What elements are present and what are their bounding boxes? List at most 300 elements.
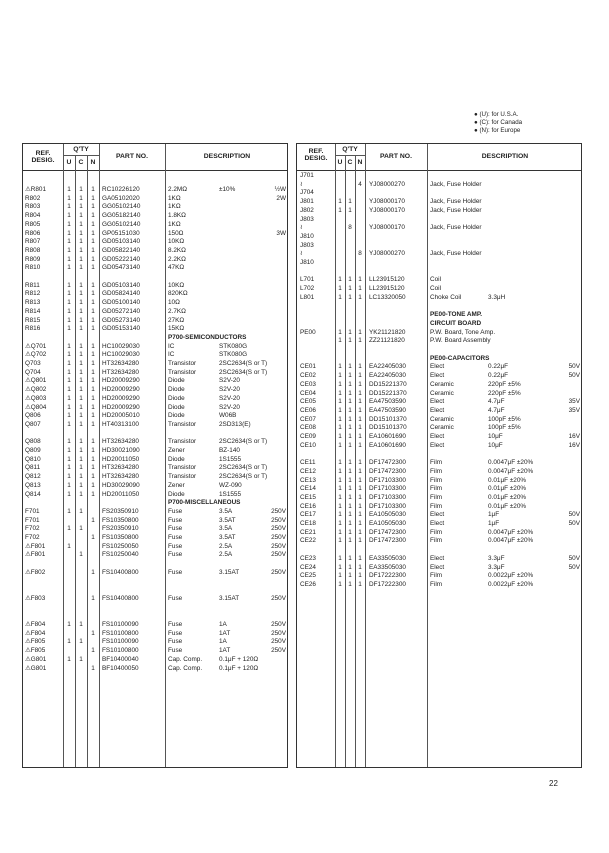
cell-d1: Coil bbox=[430, 285, 442, 293]
cell-part: DF17103300 bbox=[369, 485, 406, 493]
cell-ref: J704 bbox=[300, 189, 314, 197]
cell-ref: ⚠F804 bbox=[25, 621, 46, 628]
cell-n: 1 bbox=[358, 476, 362, 484]
cell-c: 1 bbox=[79, 438, 83, 446]
cell-u: 1 bbox=[67, 281, 71, 289]
cell-c: 1 bbox=[348, 511, 352, 519]
cell-ref: Q813 bbox=[25, 481, 41, 489]
table-row bbox=[23, 472, 287, 481]
cell-part: HD20005010 bbox=[102, 412, 140, 420]
table-row bbox=[23, 359, 287, 368]
cell-c: 1 bbox=[79, 238, 83, 246]
cell-part: EA33505030 bbox=[369, 554, 406, 562]
cell-part: YJ08000270 bbox=[369, 250, 405, 258]
cell-d1: Fuse bbox=[168, 534, 183, 541]
cell-d1: Fuse bbox=[168, 551, 183, 559]
cell-d2: S2V-20 bbox=[219, 377, 240, 385]
header-ref: REF. bbox=[35, 150, 51, 157]
cell-part: GD05100140 bbox=[102, 299, 141, 307]
cell-d2: 1A bbox=[219, 621, 227, 628]
cell-n: 1 bbox=[358, 537, 362, 545]
table-row bbox=[297, 354, 581, 363]
cell-n: 1 bbox=[91, 281, 95, 289]
cell-d1: Elect bbox=[430, 554, 445, 562]
cell-n: 1 bbox=[91, 255, 95, 263]
cell-part: GD05822140 bbox=[102, 246, 141, 254]
cell-u: 1 bbox=[338, 572, 342, 580]
cell-c: 1 bbox=[348, 415, 352, 423]
cell-d1: Fuse bbox=[168, 647, 183, 655]
cell-d2: 0.01μF ±20% bbox=[488, 493, 527, 501]
cell-d1: Elect bbox=[430, 520, 445, 527]
cell-c: 1 bbox=[79, 638, 83, 646]
table-row bbox=[23, 289, 287, 298]
cell-part: HD20011050 bbox=[102, 490, 140, 498]
header-qty: Q'TY bbox=[73, 146, 89, 153]
header-part-no: PART NO. bbox=[116, 153, 148, 160]
cell-u: 1 bbox=[67, 447, 71, 454]
cell-u: 1 bbox=[338, 528, 342, 536]
cell-n: 1 bbox=[358, 580, 362, 588]
cell-ref: CE12 bbox=[300, 467, 316, 475]
cell-n: 1 bbox=[91, 186, 95, 193]
cell-d1: Film bbox=[430, 459, 443, 467]
cell-d3: 35V bbox=[568, 406, 580, 414]
cell-part: GP05151030 bbox=[102, 229, 140, 237]
cell-d1: Diode bbox=[168, 490, 185, 498]
cell-d2: 2SC2634(S or T) bbox=[219, 368, 268, 376]
cell-u: 1 bbox=[338, 563, 342, 571]
parts-table-left bbox=[22, 143, 288, 768]
cell-d2: 10μF bbox=[488, 441, 503, 449]
cell-ref: J810 bbox=[300, 259, 314, 266]
cell-n: 1 bbox=[91, 394, 95, 402]
cell-n: 1 bbox=[358, 502, 362, 510]
table-row bbox=[23, 394, 287, 403]
cell-part: DF17472300 bbox=[369, 528, 406, 536]
cell-part: HT32634280 bbox=[102, 438, 139, 446]
cell-c: 1 bbox=[348, 363, 352, 371]
cell-d1: 10KΩ bbox=[168, 281, 185, 289]
cell-u: 1 bbox=[67, 186, 71, 193]
cell-d2: 3.5AT bbox=[219, 516, 236, 524]
cell-d2: BZ-140 bbox=[219, 447, 240, 454]
table-row bbox=[23, 246, 287, 255]
cell-u: 1 bbox=[67, 455, 71, 463]
cell-n: 1 bbox=[358, 485, 362, 493]
cell-d1: Fuse bbox=[168, 638, 183, 646]
cell-c: 1 bbox=[79, 368, 83, 376]
cell-d1: 1KΩ bbox=[168, 220, 181, 228]
cell-d1: Fuse bbox=[168, 629, 183, 637]
cell-part: HD20011050 bbox=[102, 455, 140, 463]
table-row bbox=[297, 571, 581, 580]
cell-d2: 10μF bbox=[488, 433, 503, 440]
cell-part: DF17472300 bbox=[369, 537, 406, 545]
table-row bbox=[23, 533, 287, 542]
table-row bbox=[23, 664, 287, 673]
cell-d3: 35V bbox=[568, 398, 580, 406]
cell-u: 1 bbox=[338, 467, 342, 475]
table-row bbox=[23, 316, 287, 325]
cell-ref: CE23 bbox=[300, 554, 316, 562]
cell-c: 1 bbox=[348, 276, 352, 284]
cell-ref: CE14 bbox=[300, 485, 316, 493]
cell-n: 1 bbox=[91, 664, 95, 672]
cell-d3: 250V bbox=[271, 516, 286, 524]
cell-d1: 8.2KΩ bbox=[168, 246, 186, 254]
cell-d2: 3.3μF bbox=[488, 563, 505, 571]
cell-ref: ⚠F803 bbox=[25, 594, 46, 602]
cell-n: 1 bbox=[91, 455, 95, 463]
cell-ref: ≀ bbox=[300, 250, 303, 258]
section-heading: P700-MISCELLANEOUS bbox=[168, 499, 241, 507]
cell-d2: 1AT bbox=[219, 647, 231, 655]
table-row bbox=[23, 481, 287, 490]
cell-ref: CE02 bbox=[300, 372, 316, 380]
table-row bbox=[23, 490, 287, 499]
cell-d1: 820KΩ bbox=[168, 290, 188, 298]
table-row bbox=[23, 542, 287, 551]
cell-d2: 4.7μF bbox=[488, 398, 505, 406]
cell-part: GD05103140 bbox=[102, 238, 141, 246]
cell-n: 1 bbox=[358, 285, 362, 293]
cell-n: 1 bbox=[91, 203, 95, 211]
cell-part: EA10505030 bbox=[369, 520, 406, 527]
table-row bbox=[23, 577, 287, 586]
table-row bbox=[297, 371, 581, 380]
cell-d1: Ceramic bbox=[430, 389, 454, 397]
cell-d2: 1S1555 bbox=[219, 490, 242, 498]
cell-d1: P.W. Board, Tone Amp. bbox=[430, 328, 496, 336]
cell-u: 1 bbox=[338, 441, 342, 449]
cell-c: 1 bbox=[79, 490, 83, 498]
cell-n: 8 bbox=[358, 250, 362, 258]
cell-d2: 0.22μF bbox=[488, 372, 509, 380]
cell-c: 1 bbox=[348, 424, 352, 432]
cell-part: DD15101370 bbox=[369, 424, 407, 432]
table-row bbox=[23, 342, 287, 351]
cell-ref: CE09 bbox=[300, 433, 316, 440]
table-row bbox=[23, 376, 287, 385]
cell-c: 1 bbox=[79, 212, 83, 220]
table-row bbox=[297, 415, 581, 424]
cell-c: 1 bbox=[348, 198, 352, 206]
cell-part: EA10505030 bbox=[369, 511, 406, 519]
table-row bbox=[23, 646, 287, 655]
cell-ref: CE22 bbox=[300, 537, 316, 545]
cell-n: 1 bbox=[91, 316, 95, 324]
cell-part: FS10250040 bbox=[102, 551, 139, 559]
cell-d3: ½W bbox=[274, 186, 286, 193]
cell-ref: R815 bbox=[25, 316, 41, 324]
cell-part: LC13320050 bbox=[369, 293, 406, 301]
cell-ref: CE13 bbox=[300, 476, 316, 484]
cell-part: HC10029030 bbox=[102, 351, 140, 359]
table-row bbox=[297, 258, 581, 267]
cell-d1: 10Ω bbox=[168, 299, 180, 307]
cell-part: GD05272140 bbox=[102, 307, 141, 315]
cell-d1: 1KΩ bbox=[168, 194, 181, 202]
cell-c: 1 bbox=[79, 229, 83, 237]
cell-ref: Q814 bbox=[25, 490, 41, 498]
cell-u: 1 bbox=[67, 229, 71, 237]
cell-d2: ±10% bbox=[219, 186, 236, 193]
cell-part: HT40313100 bbox=[102, 420, 139, 428]
cell-part: HT32634280 bbox=[102, 360, 139, 367]
cell-ref: ⚠Q801 bbox=[25, 377, 47, 385]
cell-ref: CE05 bbox=[300, 398, 316, 406]
table-row bbox=[23, 281, 287, 290]
cell-n: 1 bbox=[91, 351, 95, 359]
cell-u: 1 bbox=[67, 307, 71, 315]
cell-d1: Fuse bbox=[168, 507, 183, 515]
table-row bbox=[297, 397, 581, 406]
header-description: DESCRIPTION bbox=[481, 153, 529, 160]
legend-europe: ● (N): for Europe bbox=[474, 127, 521, 135]
table-row bbox=[23, 429, 287, 438]
cell-d2: 100pF ±5% bbox=[488, 424, 521, 432]
table-row bbox=[23, 263, 287, 272]
cell-c: 1 bbox=[79, 420, 83, 428]
cell-ref: Q808 bbox=[25, 438, 41, 446]
table-row bbox=[297, 528, 581, 537]
cell-c: 1 bbox=[79, 403, 83, 411]
cell-ref: R813 bbox=[25, 299, 41, 307]
cell-ref: ⚠G801 bbox=[25, 664, 47, 672]
cell-d3: 250V bbox=[271, 647, 286, 655]
cell-d1: Elect bbox=[430, 372, 445, 380]
cell-d1: Transistor bbox=[168, 360, 197, 367]
table-row bbox=[23, 550, 287, 559]
cell-d1: Cap. Comp. bbox=[168, 655, 203, 663]
table-row bbox=[297, 171, 581, 180]
table-row bbox=[23, 185, 287, 194]
cell-d1: Elect bbox=[430, 511, 445, 519]
cell-ref: J802 bbox=[300, 206, 314, 214]
cell-n: 1 bbox=[91, 229, 95, 237]
table-row bbox=[297, 519, 581, 528]
cell-part: FS10100090 bbox=[102, 638, 139, 646]
cell-u: 1 bbox=[67, 299, 71, 307]
cell-n: 1 bbox=[91, 238, 95, 246]
cell-d3: 50V bbox=[568, 372, 580, 380]
cell-d1: Zener bbox=[168, 447, 185, 454]
cell-u: 1 bbox=[67, 481, 71, 489]
cell-ref: CE01 bbox=[300, 363, 316, 371]
cell-d1: Elect bbox=[430, 406, 445, 414]
table-row bbox=[23, 307, 287, 316]
table-row bbox=[23, 611, 287, 620]
cell-ref: Q806 bbox=[25, 412, 41, 420]
cell-c: 1 bbox=[79, 412, 83, 420]
cell-u: 1 bbox=[338, 363, 342, 371]
cell-d2: 3.3μF bbox=[488, 554, 505, 562]
table-row bbox=[297, 458, 581, 467]
cell-c: 1 bbox=[348, 459, 352, 467]
legend-canada: ● (C): for Canada bbox=[474, 119, 523, 127]
header-u: U bbox=[66, 159, 72, 166]
cell-part: HD20009290 bbox=[102, 377, 140, 385]
cell-d1: Transistor bbox=[168, 438, 197, 446]
cell-n: 1 bbox=[91, 464, 95, 472]
cell-c: 1 bbox=[79, 299, 83, 307]
cell-u: 1 bbox=[67, 194, 71, 202]
cell-u: 1 bbox=[67, 325, 71, 333]
cell-d1: Jack, Fuse Holder bbox=[430, 198, 482, 206]
cell-ref: ≀ bbox=[300, 180, 303, 188]
cell-ref: ⚠F804 bbox=[25, 629, 46, 637]
cell-c: 1 bbox=[79, 194, 83, 202]
cell-u: 1 bbox=[67, 255, 71, 263]
cell-d3: 250V bbox=[271, 629, 286, 637]
cell-c: 1 bbox=[348, 389, 352, 397]
cell-c: 1 bbox=[348, 554, 352, 562]
cell-n: 1 bbox=[358, 363, 362, 371]
cell-d1: 2.2KΩ bbox=[168, 255, 186, 263]
cell-n: 1 bbox=[358, 293, 362, 301]
cell-ref: F701 bbox=[25, 507, 40, 515]
cell-c: 1 bbox=[348, 520, 352, 527]
cell-u: 1 bbox=[67, 507, 71, 515]
cell-c: 1 bbox=[79, 507, 83, 515]
table-row bbox=[23, 498, 287, 507]
cell-d3: 50V bbox=[568, 511, 580, 519]
cell-u: 1 bbox=[67, 403, 71, 411]
table-row bbox=[297, 389, 581, 398]
cell-d3: 250V bbox=[271, 568, 286, 576]
cell-ref: CE03 bbox=[300, 380, 316, 388]
table-row bbox=[297, 197, 581, 206]
table-row bbox=[23, 411, 287, 420]
table-row bbox=[297, 241, 581, 250]
table-row bbox=[297, 302, 581, 311]
cell-d2: 2SC2634(S or T) bbox=[219, 464, 268, 472]
cell-d1: Ceramic bbox=[430, 415, 454, 423]
table-row bbox=[297, 188, 581, 197]
cell-d2: WZ-090 bbox=[219, 481, 242, 489]
cell-part: EA22405030 bbox=[369, 363, 406, 371]
cell-part: FS20350910 bbox=[102, 507, 139, 515]
cell-u: 1 bbox=[67, 638, 71, 646]
cell-n: 1 bbox=[91, 568, 95, 576]
cell-c: 1 bbox=[348, 372, 352, 380]
cell-d1: Diode bbox=[168, 386, 185, 394]
table-row bbox=[297, 441, 581, 450]
table-row bbox=[297, 336, 581, 345]
cell-part: GA05102020 bbox=[102, 194, 140, 202]
cell-d1: 2.7KΩ bbox=[168, 307, 186, 315]
cell-d1: Elect bbox=[430, 563, 445, 571]
cell-d1: Coil bbox=[430, 276, 442, 284]
cell-ref: CE08 bbox=[300, 424, 316, 432]
cell-c: 1 bbox=[348, 580, 352, 588]
cell-n: 1 bbox=[358, 572, 362, 580]
cell-d1: Elect bbox=[430, 441, 445, 449]
cell-d1: Cap. Comp. bbox=[168, 664, 203, 672]
cell-part: GD05103140 bbox=[102, 281, 141, 289]
cell-c: 1 bbox=[79, 316, 83, 324]
cell-part: BF10400040 bbox=[102, 655, 139, 663]
cell-ref: R809 bbox=[25, 255, 41, 263]
cell-d1: Film bbox=[430, 502, 443, 510]
cell-ref: Q807 bbox=[25, 420, 41, 428]
cell-part: FS20350910 bbox=[102, 525, 139, 533]
table-row bbox=[297, 554, 581, 563]
cell-n: 1 bbox=[91, 299, 95, 307]
cell-d2: 220pF ±5% bbox=[488, 389, 521, 397]
cell-n: 1 bbox=[91, 438, 95, 446]
table-row bbox=[297, 284, 581, 293]
cell-d1: 2.2MΩ bbox=[168, 186, 187, 193]
cell-u: 1 bbox=[338, 198, 342, 206]
cell-c: 1 bbox=[79, 290, 83, 298]
cell-n: 1 bbox=[358, 441, 362, 449]
cell-part: LL23915120 bbox=[369, 285, 405, 293]
cell-d1: Transistor bbox=[168, 368, 197, 376]
cell-u: 1 bbox=[338, 285, 342, 293]
header-description: DESCRIPTION bbox=[203, 153, 251, 160]
cell-c: 1 bbox=[79, 342, 83, 350]
table-row bbox=[23, 594, 287, 603]
header-desig: DESIG. bbox=[31, 157, 55, 164]
cell-c: 1 bbox=[348, 285, 352, 293]
cell-c: 1 bbox=[348, 467, 352, 475]
cell-u: 1 bbox=[338, 206, 342, 214]
cell-part: HD20009290 bbox=[102, 403, 140, 411]
cell-n: 1 bbox=[358, 554, 362, 562]
cell-n: 1 bbox=[358, 380, 362, 388]
cell-d3: 16V bbox=[568, 441, 580, 449]
cell-c: 1 bbox=[79, 264, 83, 272]
table-row bbox=[297, 180, 581, 189]
header-c: C bbox=[78, 159, 84, 166]
cell-d2: 2SC2634(S or T) bbox=[219, 360, 268, 367]
cell-ref: CE17 bbox=[300, 511, 316, 519]
cell-n: 1 bbox=[358, 389, 362, 397]
cell-c: 1 bbox=[79, 481, 83, 489]
table-row bbox=[23, 403, 287, 412]
cell-ref: J810 bbox=[300, 232, 314, 240]
table-row bbox=[23, 237, 287, 246]
cell-ref: F702 bbox=[25, 534, 40, 541]
cell-d1: Fuse bbox=[168, 621, 183, 628]
cell-d1: Jack, Fuse Holder bbox=[430, 224, 482, 232]
cell-ref: ⚠Q702 bbox=[25, 351, 47, 359]
cell-part: YJ08000170 bbox=[369, 224, 405, 232]
cell-d2: 0.0047μF ±20% bbox=[488, 528, 534, 536]
table-row bbox=[23, 655, 287, 664]
table-row bbox=[297, 293, 581, 302]
cell-part: DF17103300 bbox=[369, 476, 406, 484]
cell-d3: 250V bbox=[271, 542, 286, 550]
cell-ref: Q703 bbox=[25, 360, 41, 367]
cell-u: 1 bbox=[67, 420, 71, 428]
cell-part: YJ08000170 bbox=[369, 198, 405, 206]
cell-d2: 0.0022μF ±20% bbox=[488, 580, 534, 588]
cell-d3: 250V bbox=[271, 621, 286, 628]
legend-usa: ● (U): for U.S.A. bbox=[474, 111, 519, 118]
table-row bbox=[23, 568, 287, 577]
cell-d1: 27KΩ bbox=[168, 316, 185, 324]
cell-u: 1 bbox=[338, 537, 342, 545]
cell-u: 1 bbox=[67, 212, 71, 220]
cell-u: 1 bbox=[338, 580, 342, 588]
cell-n: 1 bbox=[358, 467, 362, 475]
cell-n: 1 bbox=[91, 246, 95, 254]
cell-ref: J801 bbox=[300, 198, 314, 206]
table-row bbox=[297, 467, 581, 476]
